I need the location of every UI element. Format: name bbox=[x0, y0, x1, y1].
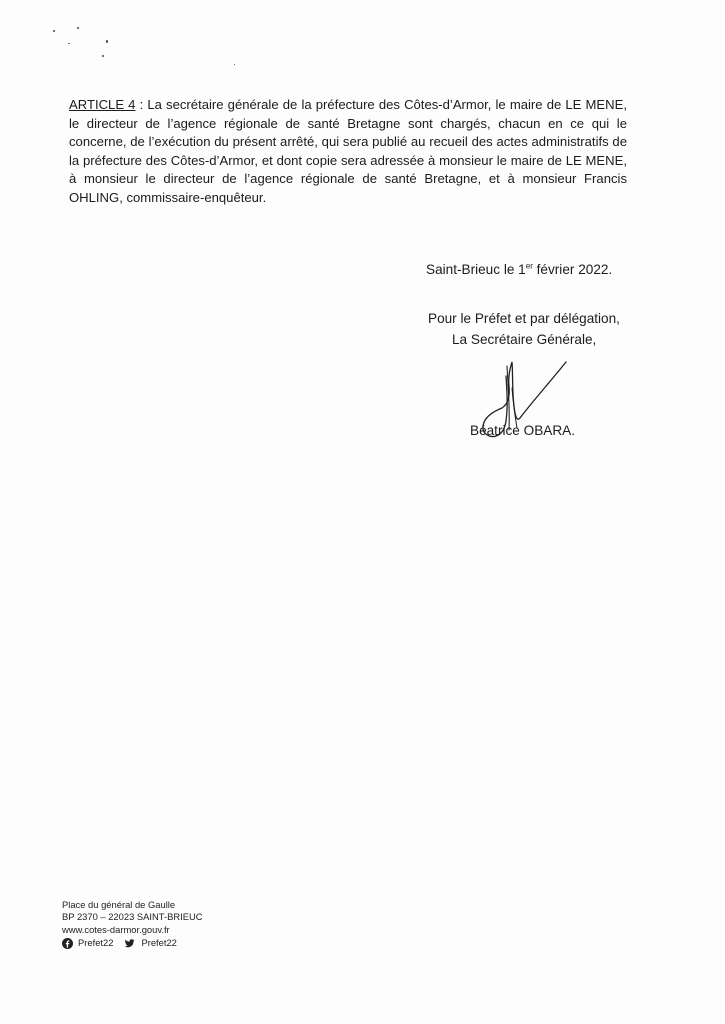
footer-contact bbox=[62, 899, 203, 950]
facebook-handle[interactable]: Prefet22 bbox=[78, 937, 114, 949]
facebook-icon[interactable] bbox=[62, 938, 73, 949]
scan-speck bbox=[234, 64, 235, 65]
date-suffix: février 2022. bbox=[532, 262, 613, 277]
date-prefix: Saint-Brieuc le 1 bbox=[426, 262, 526, 277]
scan-speck bbox=[102, 55, 104, 57]
scan-speck bbox=[106, 40, 108, 43]
scan-speck bbox=[53, 30, 55, 32]
article-text: : La secrétaire générale de la préfecture des Côtes-d’Armor, le maire de LE MENE, le directeur de l’agence régionale de santé Bretagne sont chargés, chacun en ce qui le concerne, de l’exécution du présent arrêté, qui sera publié au recueil des actes administratifs de la préfecture des Côtes-d’Armor, et dont copie sera adressée à monsieur le maire de LE MENE, à monsieur le directeur de l’agence régionale de santé Bretagne, et à monsieur Francis OHLING, commissaire-enquêteur. bbox=[69, 97, 627, 205]
signer-name: Béatrice OBARA. bbox=[470, 423, 576, 438]
delegation-line: Pour le Préfet et par délégation, bbox=[428, 311, 620, 326]
scan-speck bbox=[77, 27, 79, 29]
twitter-icon[interactable] bbox=[123, 938, 136, 949]
footer-social bbox=[62, 937, 203, 949]
footer-website-link[interactable]: www.cotes-darmor.gouv.fr bbox=[62, 923, 170, 935]
article-label: ARTICLE 4 bbox=[69, 97, 136, 112]
date-ordinal: er bbox=[525, 261, 533, 271]
delegation-block bbox=[428, 309, 620, 350]
signing-date bbox=[426, 262, 612, 277]
twitter-handle[interactable]: Prefet22 bbox=[141, 937, 177, 949]
footer-address-line: Place du général de Gaulle bbox=[62, 899, 176, 910]
article-paragraph bbox=[69, 96, 627, 208]
scan-speck bbox=[68, 43, 70, 44]
footer-address-line: BP 2370 – 22023 SAINT-BRIEUC bbox=[62, 911, 203, 923]
signer-title: La Secrétaire Générale, bbox=[452, 331, 597, 347]
